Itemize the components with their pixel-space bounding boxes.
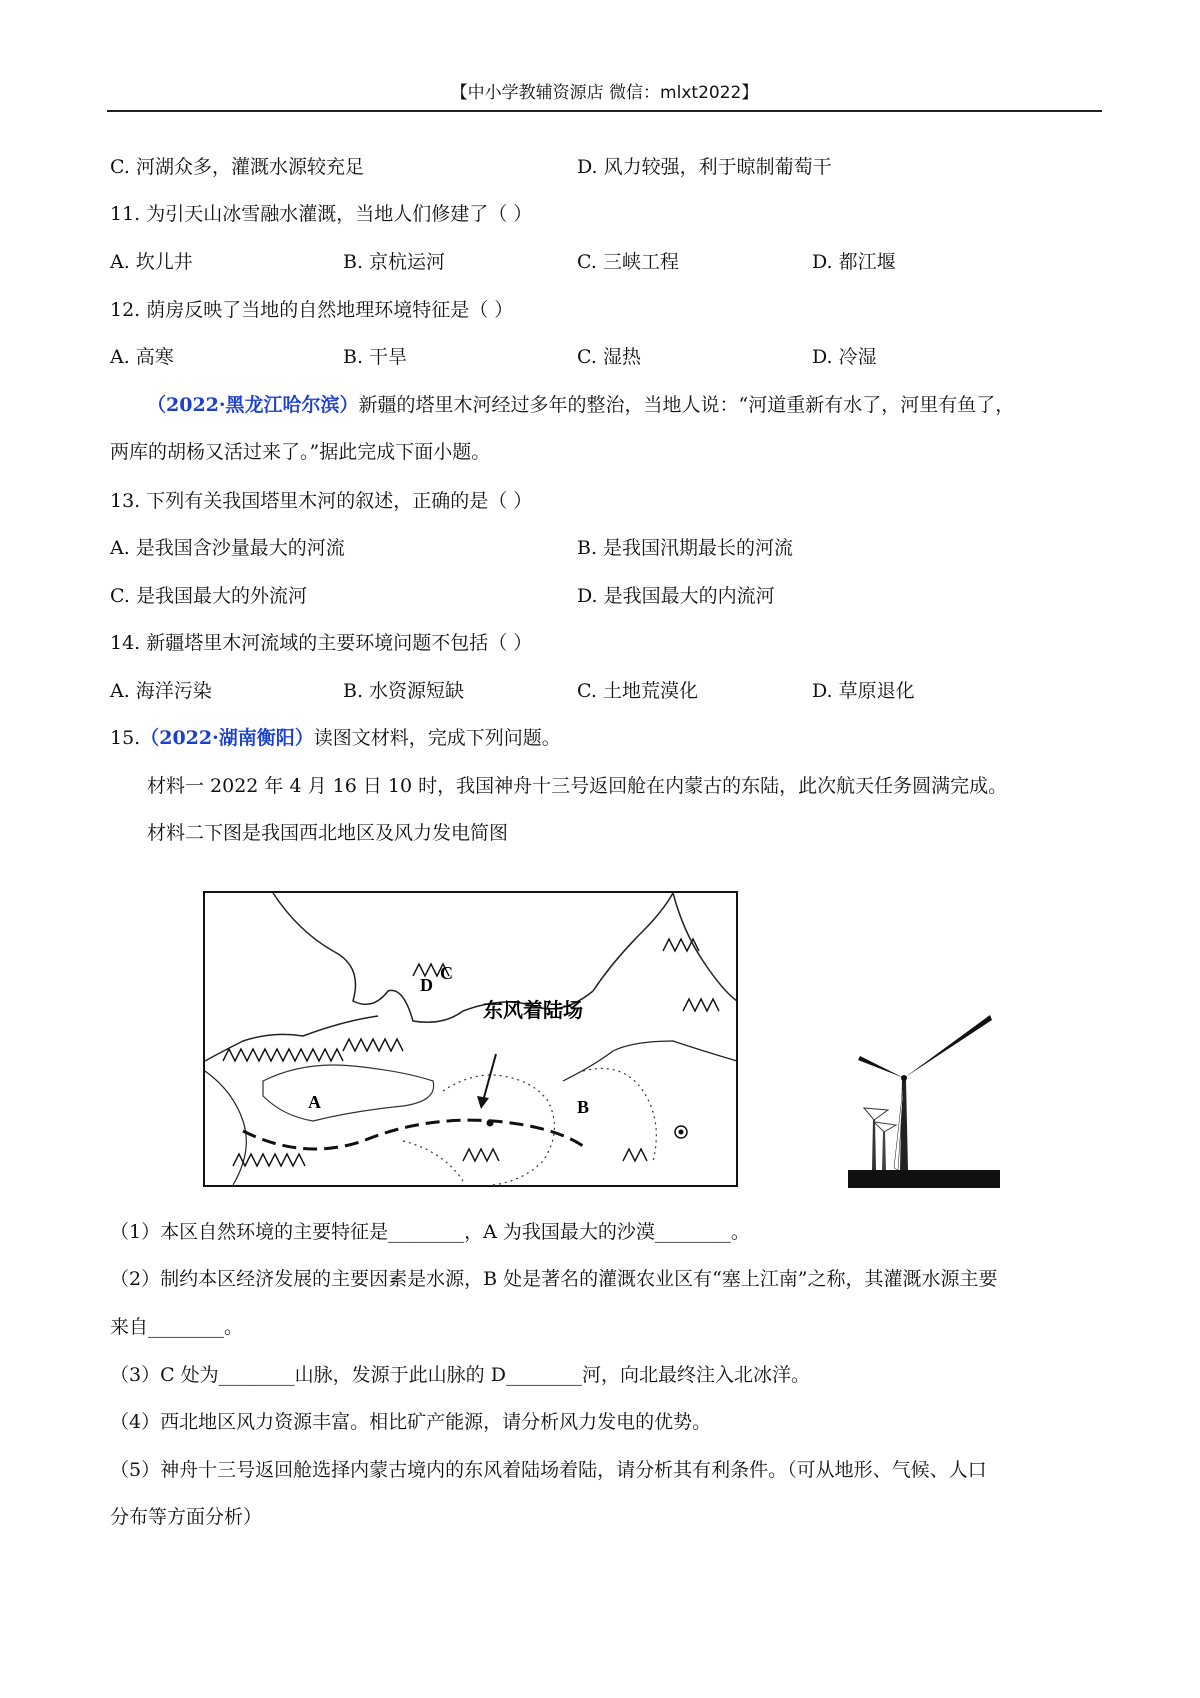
q13-option-a: A. 是我国含沙量最大的河流	[110, 537, 345, 559]
q12-option-b: B. 干旱	[343, 346, 408, 368]
q13-stem: 13. 下列有关我国塔里木河的叙述，正确的是（ ）	[110, 490, 533, 512]
q14-option-a: A. 海洋污染	[110, 680, 212, 702]
q12-option-d: D. 冷湿	[812, 346, 877, 368]
q15-stem: 读图文材料，完成下列问题。	[313, 727, 561, 749]
map-label-d: D	[420, 975, 433, 995]
passage-text-1: 新疆的塔里木河经过多年的整治，当地人说：“河道重新有水了，河里有鱼了，	[358, 394, 1015, 416]
q11-stem: 11. 为引天山冰雪融水灌溉，当地人们修建了（ ）	[110, 203, 533, 225]
q11-option-c: C. 三峡工程	[577, 251, 679, 273]
q14-stem: 14. 新疆塔里木河流域的主要环境问题不包括（ ）	[110, 632, 533, 654]
q11-option-d: D. 都江堰	[812, 251, 896, 273]
q15-sub4: （4）西北地区风力资源丰富。相比矿产能源，请分析风力发电的优势。	[110, 1411, 712, 1433]
q10-option-c: C. 河湖众多，灌溉水源较充足	[110, 156, 364, 178]
q14-option-d: D. 草原退化	[812, 680, 915, 702]
q15-sub5-line-1: （5）神舟十三号返回舱选择内蒙古境内的东风着陆场着陆，请分析其有利条件。（可从地形、气候、人口	[110, 1459, 987, 1481]
map-label-landing-site: 东风着陆场	[483, 998, 583, 1022]
q12-stem: 12. 荫房反映了当地的自然地理环境特征是（ ）	[110, 299, 514, 321]
q15-sub1: （1）本区自然环境的主要特征是________，A 为我国最大的沙漠________。	[110, 1221, 750, 1243]
q13-option-c: C. 是我国最大的外流河	[110, 585, 307, 607]
q14-option-c: C. 土地荒漠化	[577, 680, 698, 702]
page-header: 【中小学教辅资源店 微信：mlxt2022】	[107, 80, 1102, 112]
q11-option-b: B. 京杭运河	[343, 251, 446, 273]
passage-line-1	[147, 391, 1014, 419]
passage-source: （2022·黑龙江哈尔滨）	[147, 394, 359, 416]
q10-option-d: D. 风力较强，利于晾制葡萄干	[577, 156, 832, 178]
q12-option-a: A. 高寒	[110, 346, 174, 368]
q15-number: 15.	[110, 727, 141, 749]
q11-option-a: A. 坎儿井	[110, 251, 193, 273]
map-label-c: C	[440, 963, 453, 983]
q15-material-1: 材料一 2022 年 4 月 16 日 10 时，我国神舟十三号返回舱在内蒙古的东陆，此次航天任务圆满完成。	[147, 775, 1008, 797]
q13-option-b: B. 是我国汛期最长的河流	[577, 537, 794, 559]
map-label-b: B	[577, 1097, 590, 1117]
q15-stem-line	[110, 724, 561, 752]
q12-option-c: C. 湿热	[577, 346, 641, 368]
q14-option-b: B. 水资源短缺	[343, 680, 465, 702]
q15-source: （2022·湖南衡阳）	[140, 727, 314, 749]
q15-sub2-line-1: （2）制约本区经济发展的主要因素是水源，B 处是著名的灌溉农业区有“塞上江南”之称，其灌溉水源主要	[110, 1268, 998, 1290]
q13-option-d: D. 是我国最大的内流河	[577, 585, 775, 607]
q15-sub3: （3）C 处为________山脉，发源于此山脉的 D________河，向北最终注入北冰洋。	[110, 1364, 810, 1386]
q15-sub5-line-2: 分布等方面分析）	[110, 1506, 263, 1528]
wind-turbine-illustration	[848, 970, 1000, 1188]
passage-line-2: 两库的胡杨又活过来了。”据此完成下面小题。	[110, 441, 491, 463]
map-label-a: A	[308, 1092, 321, 1112]
q15-sub2-line-2: 来自________。	[110, 1316, 244, 1338]
northwest-china-map	[203, 891, 738, 1187]
q15-material-2: 材料二下图是我国西北地区及风力发电简图	[147, 822, 509, 844]
